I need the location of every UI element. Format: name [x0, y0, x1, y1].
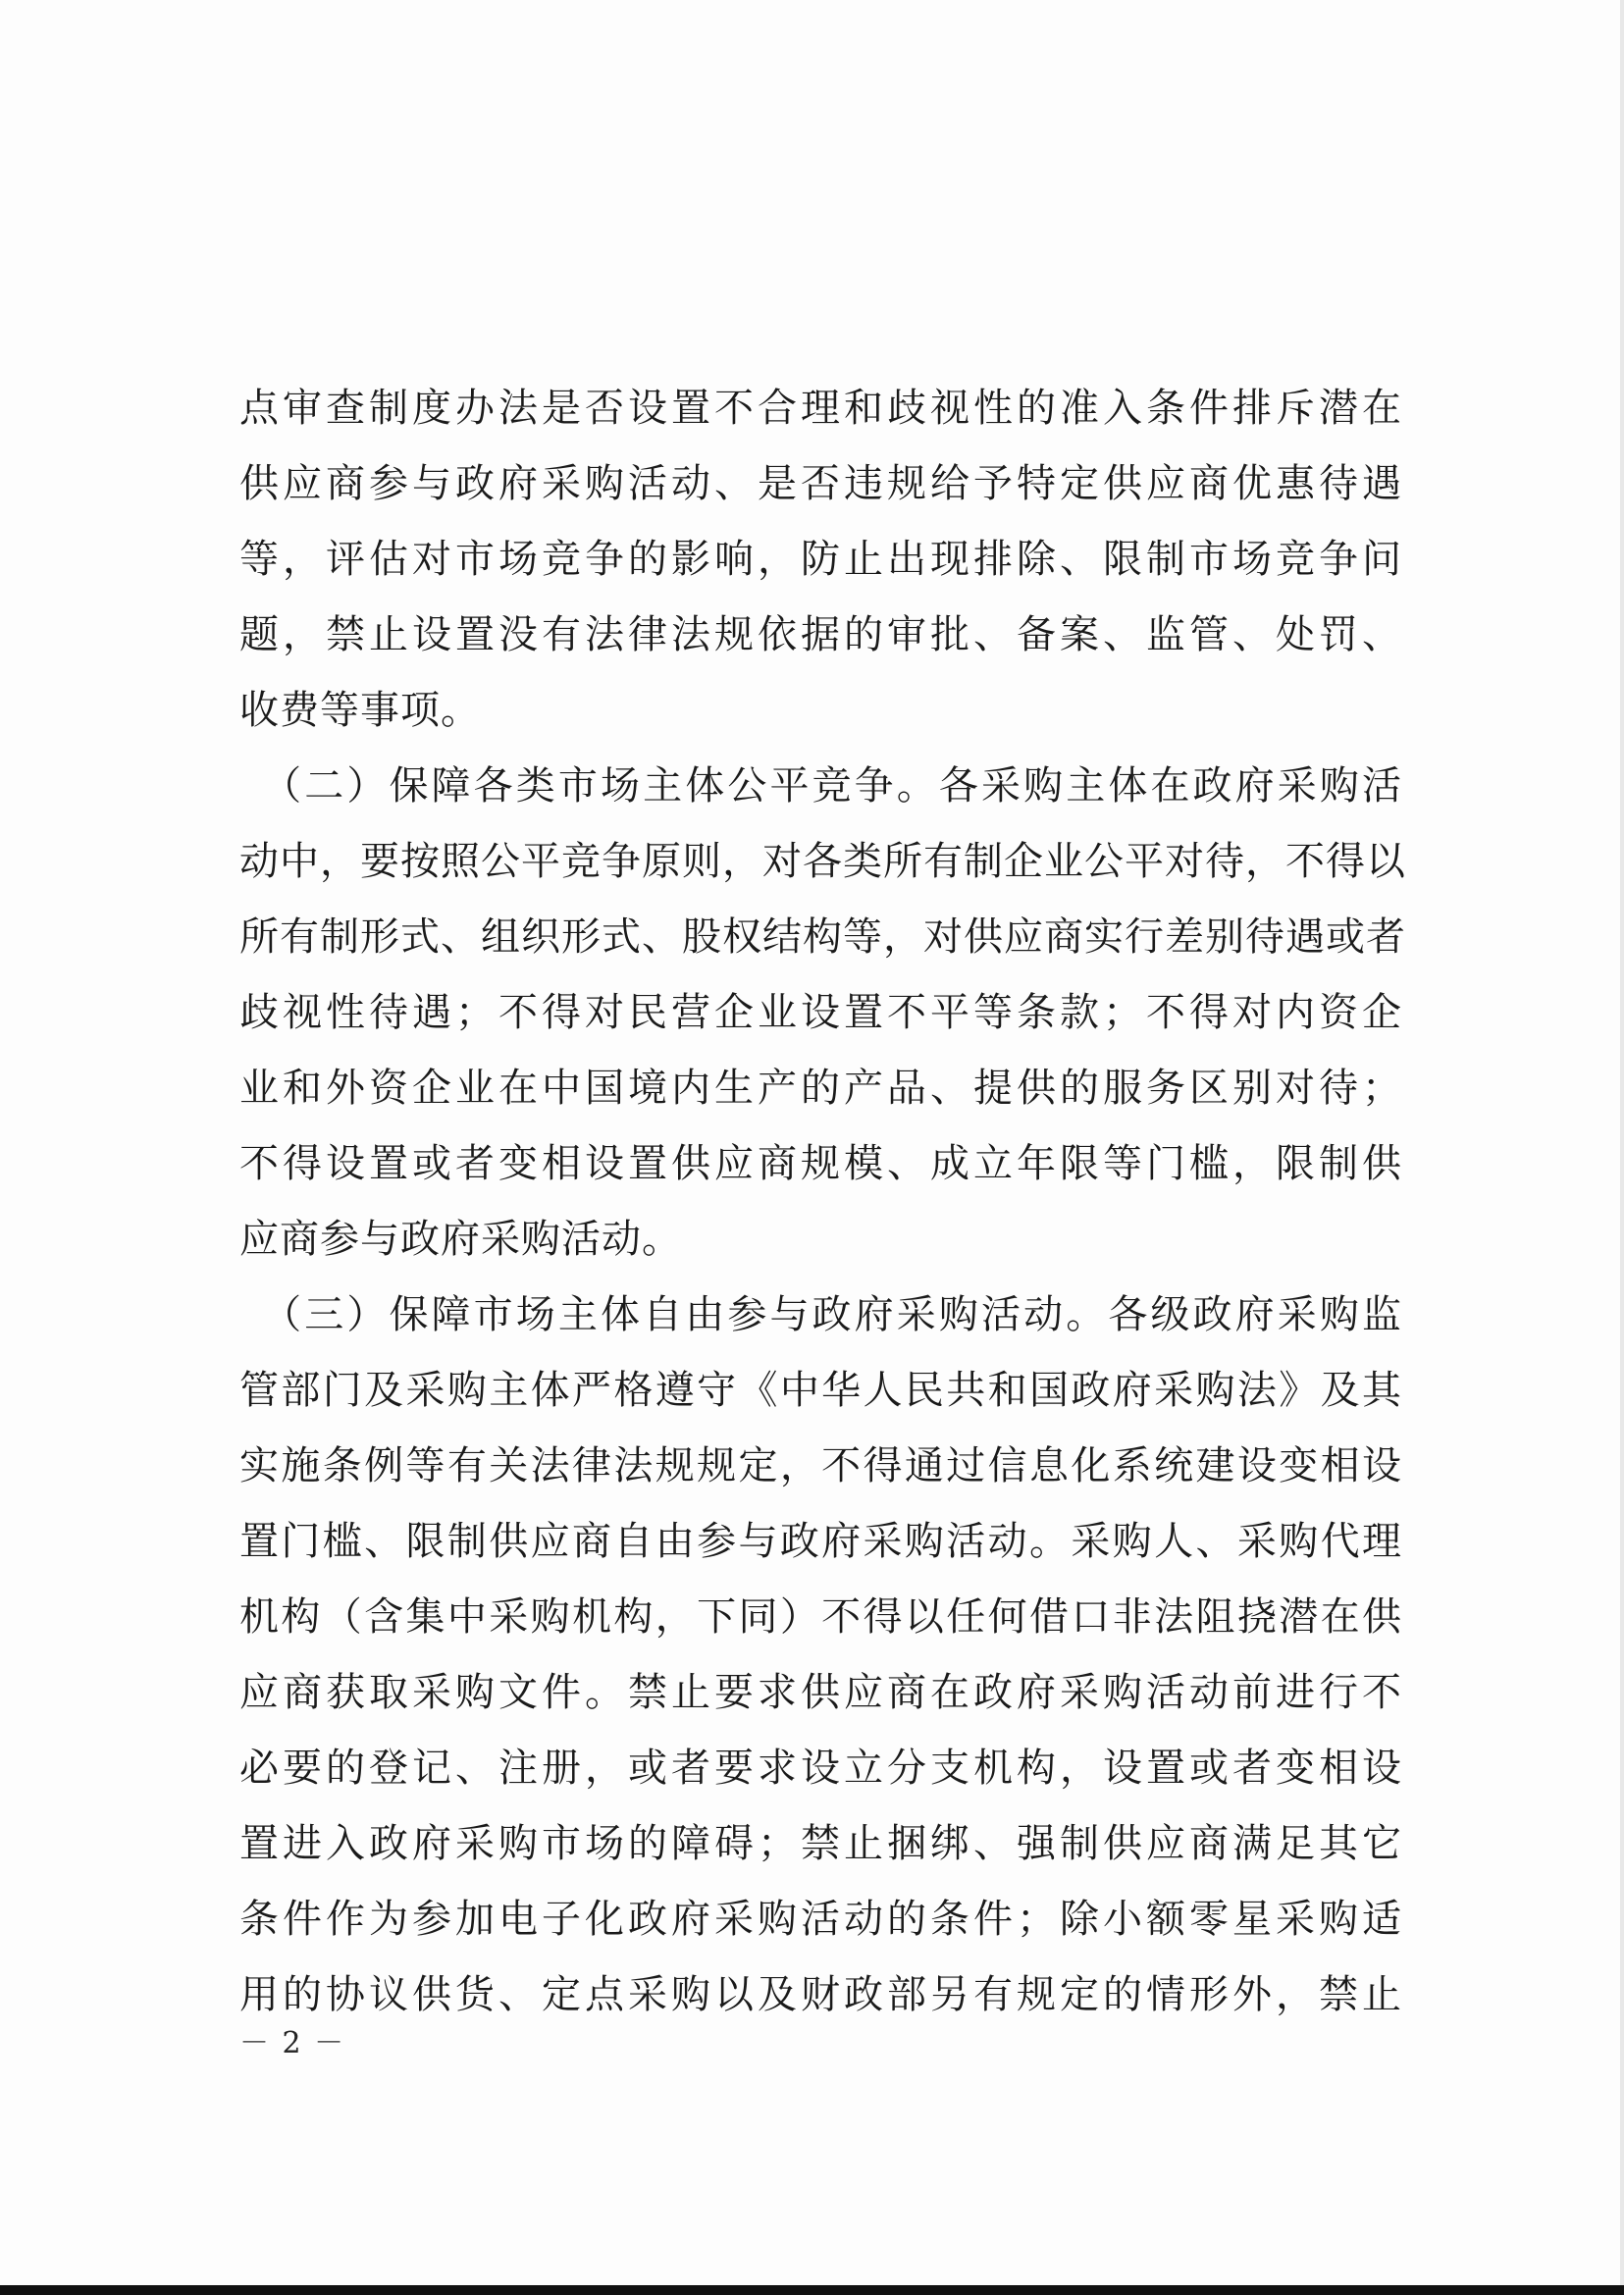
- text-line: （三）保障市场主体自由参与政府采购活动。各级政府采购监: [239, 1292, 1402, 1337]
- text-line: 应商获取采购文件。禁止要求供应商在政府采购活动前进行不: [239, 1670, 1402, 1715]
- text-line: 动中，要按照公平竞争原则，对各类所有制企业公平对待，不得以: [239, 839, 1406, 884]
- page-number: － 2 －: [239, 2026, 346, 2060]
- text-line: 必要的登记、注册，或者要求设立分支机构，设置或者变相设: [239, 1746, 1402, 1791]
- scan-edge-right: [1620, 0, 1624, 2295]
- text-line: 不得设置或者变相设置供应商规模、成立年限等门槛，限制供: [239, 1141, 1402, 1186]
- scan-edge-bottom: [0, 2285, 1624, 2295]
- text-line: 业和外资企业在中国境内生产的产品、提供的服务区别对待；: [239, 1066, 1402, 1111]
- text-line: 等，评估对市场竞争的影响，防止出现排除、限制市场竞争问: [239, 537, 1402, 582]
- text-line: 条件作为参加电子化政府采购活动的条件；除小额零星采购适: [239, 1897, 1402, 1942]
- text-line: 供应商参与政府采购活动、是否违规给予特定供应商优惠待遇: [239, 461, 1402, 506]
- text-line: 点审查制度办法是否设置不合理和歧视性的准入条件排斥潜在: [239, 386, 1402, 431]
- text-line: 收费等事项。: [239, 688, 481, 733]
- document-body: [239, 371, 1406, 2033]
- text-line: 实施条例等有关法律法规规定，不得通过信息化系统建设变相设: [239, 1443, 1402, 1488]
- text-line: 置进入政府采购市场的障碍；禁止捆绑、强制供应商满足其它: [239, 1821, 1402, 1866]
- text-line: （二）保障各类市场主体公平竞争。各采购主体在政府采购活: [239, 763, 1402, 808]
- text-line: 题，禁止设置没有法律法规依据的审批、备案、监管、处罚、: [239, 612, 1402, 657]
- text-line: 机构（含集中采购机构，下同）不得以任何借口非法阻挠潜在供: [239, 1594, 1402, 1640]
- text-line: 应商参与政府采购活动。: [239, 1217, 682, 1262]
- text-line: 管部门及采购主体严格遵守《中华人民共和国政府采购法》及其: [239, 1368, 1402, 1413]
- text-line: 用的协议供货、定点采购以及财政部另有规定的情形外，禁止: [239, 1972, 1402, 2017]
- text-line: 歧视性待遇；不得对民营企业设置不平等条款；不得对内资企: [239, 990, 1402, 1035]
- text-line: 所有制形式、组织形式、股权结构等，对供应商实行差别待遇或者: [239, 914, 1406, 960]
- text-line: 置门槛、限制供应商自由参与政府采购活动。采购人、采购代理: [239, 1519, 1402, 1564]
